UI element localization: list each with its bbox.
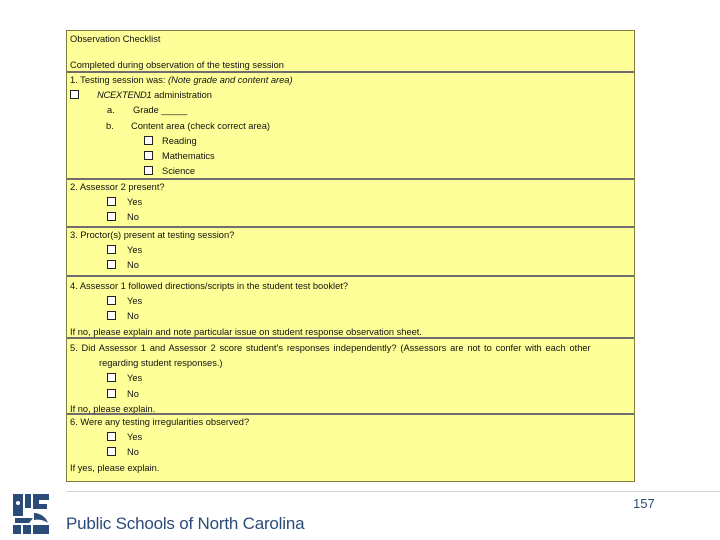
- list-marker-a: a.: [107, 105, 115, 116]
- grade-line: [70, 103, 631, 118]
- option-label: No: [127, 260, 139, 271]
- area-option-science[interactable]: [70, 164, 631, 179]
- page-number: 157: [633, 496, 655, 511]
- option-yes[interactable]: [70, 430, 631, 445]
- question-5-prompt-line-2: regarding student responses.): [99, 358, 223, 369]
- option-yes[interactable]: [70, 371, 631, 386]
- option-label: Yes: [127, 432, 143, 443]
- option-no[interactable]: [70, 258, 631, 273]
- checkbox[interactable]: [144, 151, 153, 160]
- question-3-prompt: 3. Proctor(s) present at testing session?: [70, 230, 235, 240]
- question-6-prompt: 6. Were any testing irregularities observed?: [70, 417, 250, 427]
- option-label: No: [127, 388, 139, 399]
- checklist-header: [67, 31, 634, 73]
- checkbox[interactable]: [144, 136, 153, 145]
- option-label: Yes: [127, 197, 143, 208]
- question-2-section: [67, 180, 634, 228]
- footer-divider: [66, 491, 720, 492]
- question-1-prompt-text: 1. Testing session was:: [70, 75, 169, 85]
- question-4-section: [67, 277, 634, 339]
- question-1-option[interactable]: [70, 88, 631, 103]
- option-label: Mathematics: [162, 151, 215, 162]
- question-4-followup: If no, please explain and note particular issue on student response observation sheet.: [70, 326, 422, 337]
- checkbox[interactable]: [107, 245, 116, 254]
- administration-label: administration: [151, 90, 212, 101]
- option-yes[interactable]: [70, 195, 631, 210]
- option-label: No: [127, 447, 139, 458]
- question-2-prompt: 2. Assessor 2 present?: [70, 182, 165, 192]
- question-4-prompt: 4. Assessor 1 followed directions/scripts in the student test booklet?: [70, 281, 349, 291]
- checkbox[interactable]: [107, 296, 116, 305]
- option-label: No: [127, 311, 139, 322]
- option-label: Science: [162, 166, 196, 177]
- checkbox[interactable]: [107, 432, 116, 441]
- checkbox[interactable]: [107, 447, 116, 456]
- observation-checklist: [66, 30, 635, 482]
- checklist-title: Observation Checklist: [70, 34, 161, 44]
- checkbox[interactable]: [107, 212, 116, 221]
- checkbox[interactable]: [107, 197, 116, 206]
- grade-field[interactable]: Grade _____: [133, 105, 188, 116]
- question-1-prompt-note: (Note grade and content area): [168, 75, 293, 85]
- option-no[interactable]: [70, 210, 631, 225]
- question-1-prompt: [70, 73, 631, 88]
- organization-name: Public Schools of North Carolina: [66, 514, 305, 533]
- option-no[interactable]: [70, 387, 631, 402]
- option-label: Reading: [162, 135, 197, 146]
- area-option-reading[interactable]: [70, 134, 631, 149]
- question-5-followup: If no, please explain.: [70, 403, 156, 414]
- question-3-section: [67, 228, 634, 277]
- ncextend1-label: NCEXTEND1: [97, 90, 152, 101]
- nc-schools-logo-icon: [12, 491, 52, 535]
- content-area-line: [70, 119, 631, 134]
- checkbox[interactable]: [107, 389, 116, 398]
- question-1-section: [67, 73, 634, 180]
- option-label: Yes: [127, 296, 143, 307]
- question-6-followup: If yes, please explain.: [70, 462, 160, 473]
- checkbox[interactable]: [107, 260, 116, 269]
- list-marker-b: b.: [106, 120, 114, 131]
- area-option-mathematics[interactable]: [70, 149, 631, 164]
- content-area-label: Content area (check correct area): [131, 120, 270, 131]
- checklist-subtitle: Completed during observation of the testing session: [70, 60, 284, 71]
- question-5-prompt-line-1: 5. Did Assessor 1 and Assessor 2 score student’s responses independently? (Assessors are not to confer with each other: [70, 343, 591, 353]
- option-yes[interactable]: [70, 294, 631, 309]
- option-no[interactable]: [70, 309, 631, 324]
- question-5-section: [67, 339, 634, 415]
- question-6-section: [67, 415, 634, 473]
- checkbox[interactable]: [144, 166, 153, 175]
- checkbox[interactable]: [107, 373, 116, 382]
- option-label: Yes: [127, 245, 143, 256]
- option-yes[interactable]: [70, 243, 631, 258]
- checkbox[interactable]: [70, 90, 79, 99]
- option-label: No: [127, 212, 139, 223]
- option-label: Yes: [127, 373, 143, 384]
- option-no[interactable]: [70, 445, 631, 460]
- checkbox[interactable]: [107, 311, 116, 320]
